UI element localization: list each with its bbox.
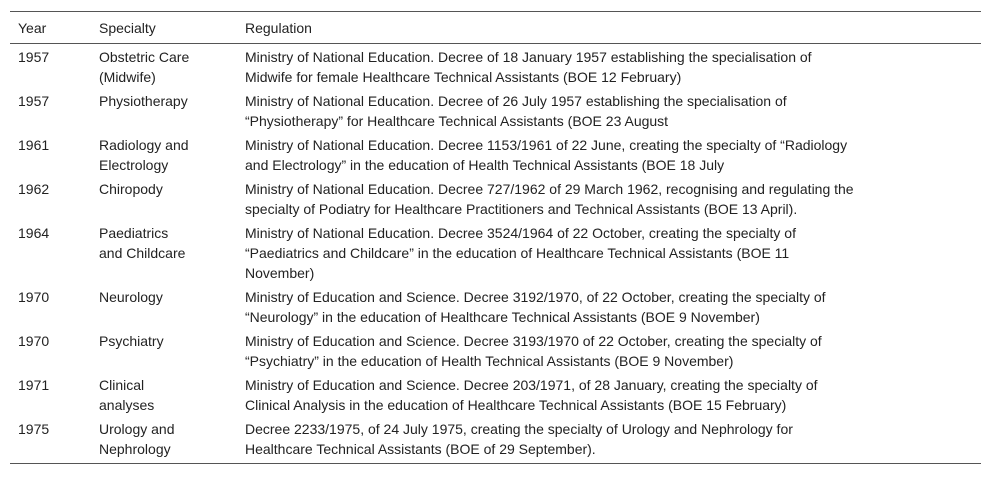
header-specialty: Specialty	[91, 12, 237, 44]
regulation-line: Ministry of National Education. Decree 3524/1964 of 22 October, creating the specialty of	[245, 225, 796, 241]
cell-specialty	[91, 133, 237, 177]
regulation-line: “Paediatrics and Childcare” in the education of Healthcare Technical Assistants (BOE 11	[245, 245, 790, 261]
cell-year: 1970	[18, 333, 50, 349]
cell-year: 1964	[18, 225, 50, 241]
table-row	[10, 133, 981, 177]
cell-year: 1957	[18, 93, 50, 109]
cell-year: 1975	[10, 417, 91, 464]
table-row	[10, 177, 981, 221]
specialty-line: Electrology	[99, 157, 169, 173]
cell-specialty	[91, 285, 237, 329]
regulation-line: Ministry of National Education. Decree of 18 January 1957 establishing the specialisation of	[245, 49, 812, 65]
specialty-line: and Childcare	[99, 245, 186, 261]
cell-regulation	[237, 133, 981, 177]
cell-regulation	[237, 177, 981, 221]
specialty-line: Physiotherapy	[99, 93, 188, 109]
table-row	[10, 417, 981, 464]
cell-year: 1970	[18, 289, 50, 305]
regulation-line: Decree 2233/1975, of 24 July 1975, creating the specialty of Urology and Nephrology for	[245, 421, 793, 437]
regulation-line: Ministry of Education and Science. Decree 3192/1970, of 22 October, creating the specialty of	[245, 289, 826, 305]
table-header	[10, 12, 981, 44]
regulation-line: Ministry of National Education. Decree 1153/1961 of 22 June, creating the specialty of “Radiology	[245, 137, 848, 153]
table-row	[10, 285, 981, 329]
cell-year: 1971	[18, 377, 50, 393]
regulation-line: and Electrology” in the education of Health Technical Assistants (BOE 18 July	[245, 157, 725, 173]
cell-regulation	[237, 373, 981, 417]
cell-regulation	[237, 44, 981, 90]
cell-specialty	[91, 89, 237, 133]
regulation-line: Clinical Analysis in the education of Healthcare Technical Assistants (BOE 15 February)	[245, 397, 787, 413]
regulation-line: Ministry of Education and Science. Decree 203/1971, of 28 January, creating the specialty of	[245, 377, 818, 393]
header-row	[10, 12, 981, 44]
cell-year: 1957	[18, 49, 50, 65]
header-year: Year	[10, 12, 91, 44]
cell-regulation	[237, 329, 981, 373]
specialty-line: Neurology	[99, 289, 163, 305]
cell-specialty	[91, 44, 237, 90]
specialty-line: Radiology and	[99, 137, 189, 153]
regulation-table-container	[10, 11, 981, 464]
table-row	[10, 373, 981, 417]
specialty-line: analyses	[99, 397, 155, 413]
specialty-regulation-table	[10, 11, 981, 464]
cell-year: 1962	[18, 181, 50, 197]
regulation-line: Ministry of National Education. Decree 727/1962 of 29 March 1962, recognising and regulating the	[245, 181, 854, 197]
cell-specialty	[91, 373, 237, 417]
table-row	[10, 329, 981, 373]
specialty-line: (Midwife)	[99, 69, 156, 85]
regulation-line: specialty of Podiatry for Healthcare Practitioners and Technical Assistants (BOE 13 April).	[245, 201, 798, 217]
regulation-line: “Psychiatry” in the education of Health Technical Assistants (BOE 9 November)	[245, 353, 734, 369]
table-body	[10, 44, 981, 464]
specialty-line: Psychiatry	[99, 333, 164, 349]
cell-regulation	[237, 89, 981, 133]
table-row	[10, 44, 981, 90]
cell-year: 1961	[18, 137, 50, 153]
header-regulation: Regulation	[237, 12, 981, 44]
cell-specialty	[91, 417, 237, 464]
table-row	[10, 221, 981, 285]
regulation-line: Ministry of National Education. Decree of 26 July 1957 establishing the specialisation of	[245, 93, 787, 109]
cell-specialty	[91, 329, 237, 373]
cell-specialty	[91, 177, 237, 221]
specialty-line: Chiropody	[99, 181, 163, 197]
regulation-line: November)	[245, 265, 315, 281]
cell-regulation	[237, 221, 981, 285]
regulation-line: Ministry of Education and Science. Decree 3193/1970 of 22 October, creating the specialty of	[245, 333, 822, 349]
cell-specialty	[91, 221, 237, 285]
specialty-line: Obstetric Care	[99, 49, 190, 65]
specialty-line: Nephrology	[99, 441, 171, 457]
specialty-line: Urology and	[99, 421, 175, 437]
cell-regulation	[237, 417, 981, 464]
specialty-line: Paediatrics	[99, 225, 169, 241]
cell-regulation	[237, 285, 981, 329]
regulation-line: “Physiotherapy” for Healthcare Technical Assistants (BOE 23 August	[245, 113, 669, 129]
regulation-line: Healthcare Technical Assistants (BOE of 29 September).	[245, 441, 596, 457]
specialty-line: Clinical	[99, 377, 145, 393]
table-row	[10, 89, 981, 133]
regulation-line: “Neurology” in the education of Healthcare Technical Assistants (BOE 9 November)	[245, 309, 760, 325]
regulation-line: Midwife for female Healthcare Technical Assistants (BOE 12 February)	[245, 69, 682, 85]
